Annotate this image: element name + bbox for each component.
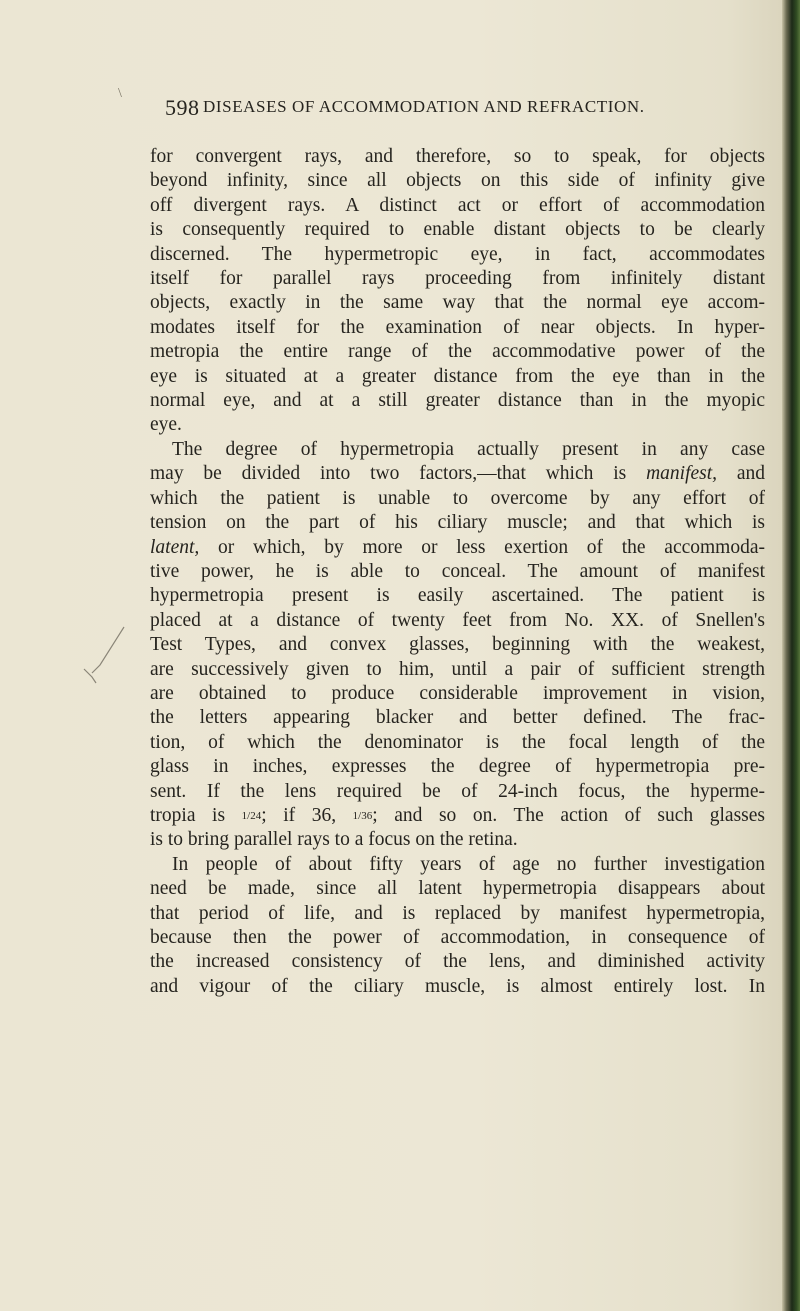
text-line: tension on the part of his ciliary muscle; and that which is <box>150 512 765 534</box>
text-line: normal eye, and at a still greater distance than in the myopic <box>150 390 765 412</box>
emphasis-manifest: manifest, <box>646 463 718 485</box>
fraction-one-twenty-fourth: 1/24 <box>241 809 262 822</box>
text-line: hypermetropia present is easily ascertained. The patient is <box>150 585 765 607</box>
text-line: modates itself for the examination of near objects. In hyper- <box>150 316 765 338</box>
text-line: placed at a distance of twenty feet from No. XX. of Snellen's <box>150 609 765 631</box>
page-number: 598 <box>165 95 200 120</box>
text-line: sent. If the lens required be of 24-inch focus, the hyperme- <box>150 780 765 802</box>
text-line: the letters appearing blacker and better defined. The frac- <box>150 707 765 729</box>
text-segment: ; and so on. The action of such glasses <box>372 804 765 826</box>
text-segment: may be divided into two factors,—that which is <box>150 463 627 485</box>
text-line: metropia the entire range of the accommodative power of the <box>150 341 765 363</box>
text-line: Test Types, and convex glasses, beginning with the weakest, <box>150 634 765 656</box>
text-line: are successively given to him, until a pair of sufficient strength <box>150 658 765 680</box>
pencil-annotation-mark <box>80 625 130 715</box>
text-line: the increased consistency of the lens, and diminished activity <box>150 951 765 973</box>
adjacent-page-edge <box>782 0 800 1311</box>
text-segment: tropia is <box>150 804 226 826</box>
text-line: that period of life, and is replaced by manifest hypermetropia, <box>150 902 765 924</box>
body-text <box>150 145 765 999</box>
text-line: because then the power of accommodation, in consequence of <box>150 927 765 948</box>
text-segment: ; if 36, <box>261 804 337 826</box>
text-line: beyond infinity, since all objects on this side of infinity give <box>150 170 765 192</box>
text-segment: and <box>736 463 766 485</box>
text-segment: The degree of hypermetropia actually present in any case <box>172 438 765 460</box>
text-line: need be made, since all latent hypermetropia disappears about <box>150 878 765 900</box>
text-line: tive power, he is able to conceal. The amount of manifest <box>150 560 765 582</box>
text-line: objects, exactly in the same way that the normal eye accom- <box>150 292 765 314</box>
text-line: is to bring parallel rays to a focus on the retina. <box>150 829 518 851</box>
text-line <box>150 438 765 462</box>
text-line: and vigour of the ciliary muscle, is almost entirely lost. In <box>150 975 765 997</box>
page-header <box>165 95 725 129</box>
running-title: DISEASES OF ACCOMMODATION AND REFRACTION. <box>203 97 645 116</box>
text-line: itself for parallel rays proceeding from infinitely distant <box>150 268 765 290</box>
text-line: discerned. The hypermetropic eye, in fact, accommodates <box>150 243 765 265</box>
text-line <box>150 462 765 486</box>
text-line: which the patient is unable to overcome by any effort of <box>150 487 765 509</box>
text-segment: or which, by more or less exertion of the accommoda- <box>218 536 766 558</box>
text-line: In people of about fifty years of age no further investigation <box>172 853 765 875</box>
text-line: is consequently required to enable distant objects to be clearly <box>150 219 765 241</box>
emphasis-latent: latent, <box>150 536 200 558</box>
text-line: eye is situated at a greater distance from the eye than in the <box>150 365 765 387</box>
text-line: off divergent rays. A distinct act or effort of accommodation <box>150 194 765 216</box>
fraction-one-thirty-sixth: 1/36 <box>352 809 373 822</box>
text-line: eye. <box>150 414 182 436</box>
corner-mark: \ <box>118 86 122 101</box>
text-line <box>150 536 765 560</box>
text-line <box>150 804 765 828</box>
text-line: tion, of which the denominator is the focal length of the <box>150 731 765 753</box>
text-line: are obtained to produce considerable improvement in vision, <box>150 682 765 704</box>
text-line: glass in inches, expresses the degree of hypermetropia pre- <box>150 756 765 778</box>
text-line: for convergent rays, and therefore, so to speak, for objects <box>150 146 765 167</box>
